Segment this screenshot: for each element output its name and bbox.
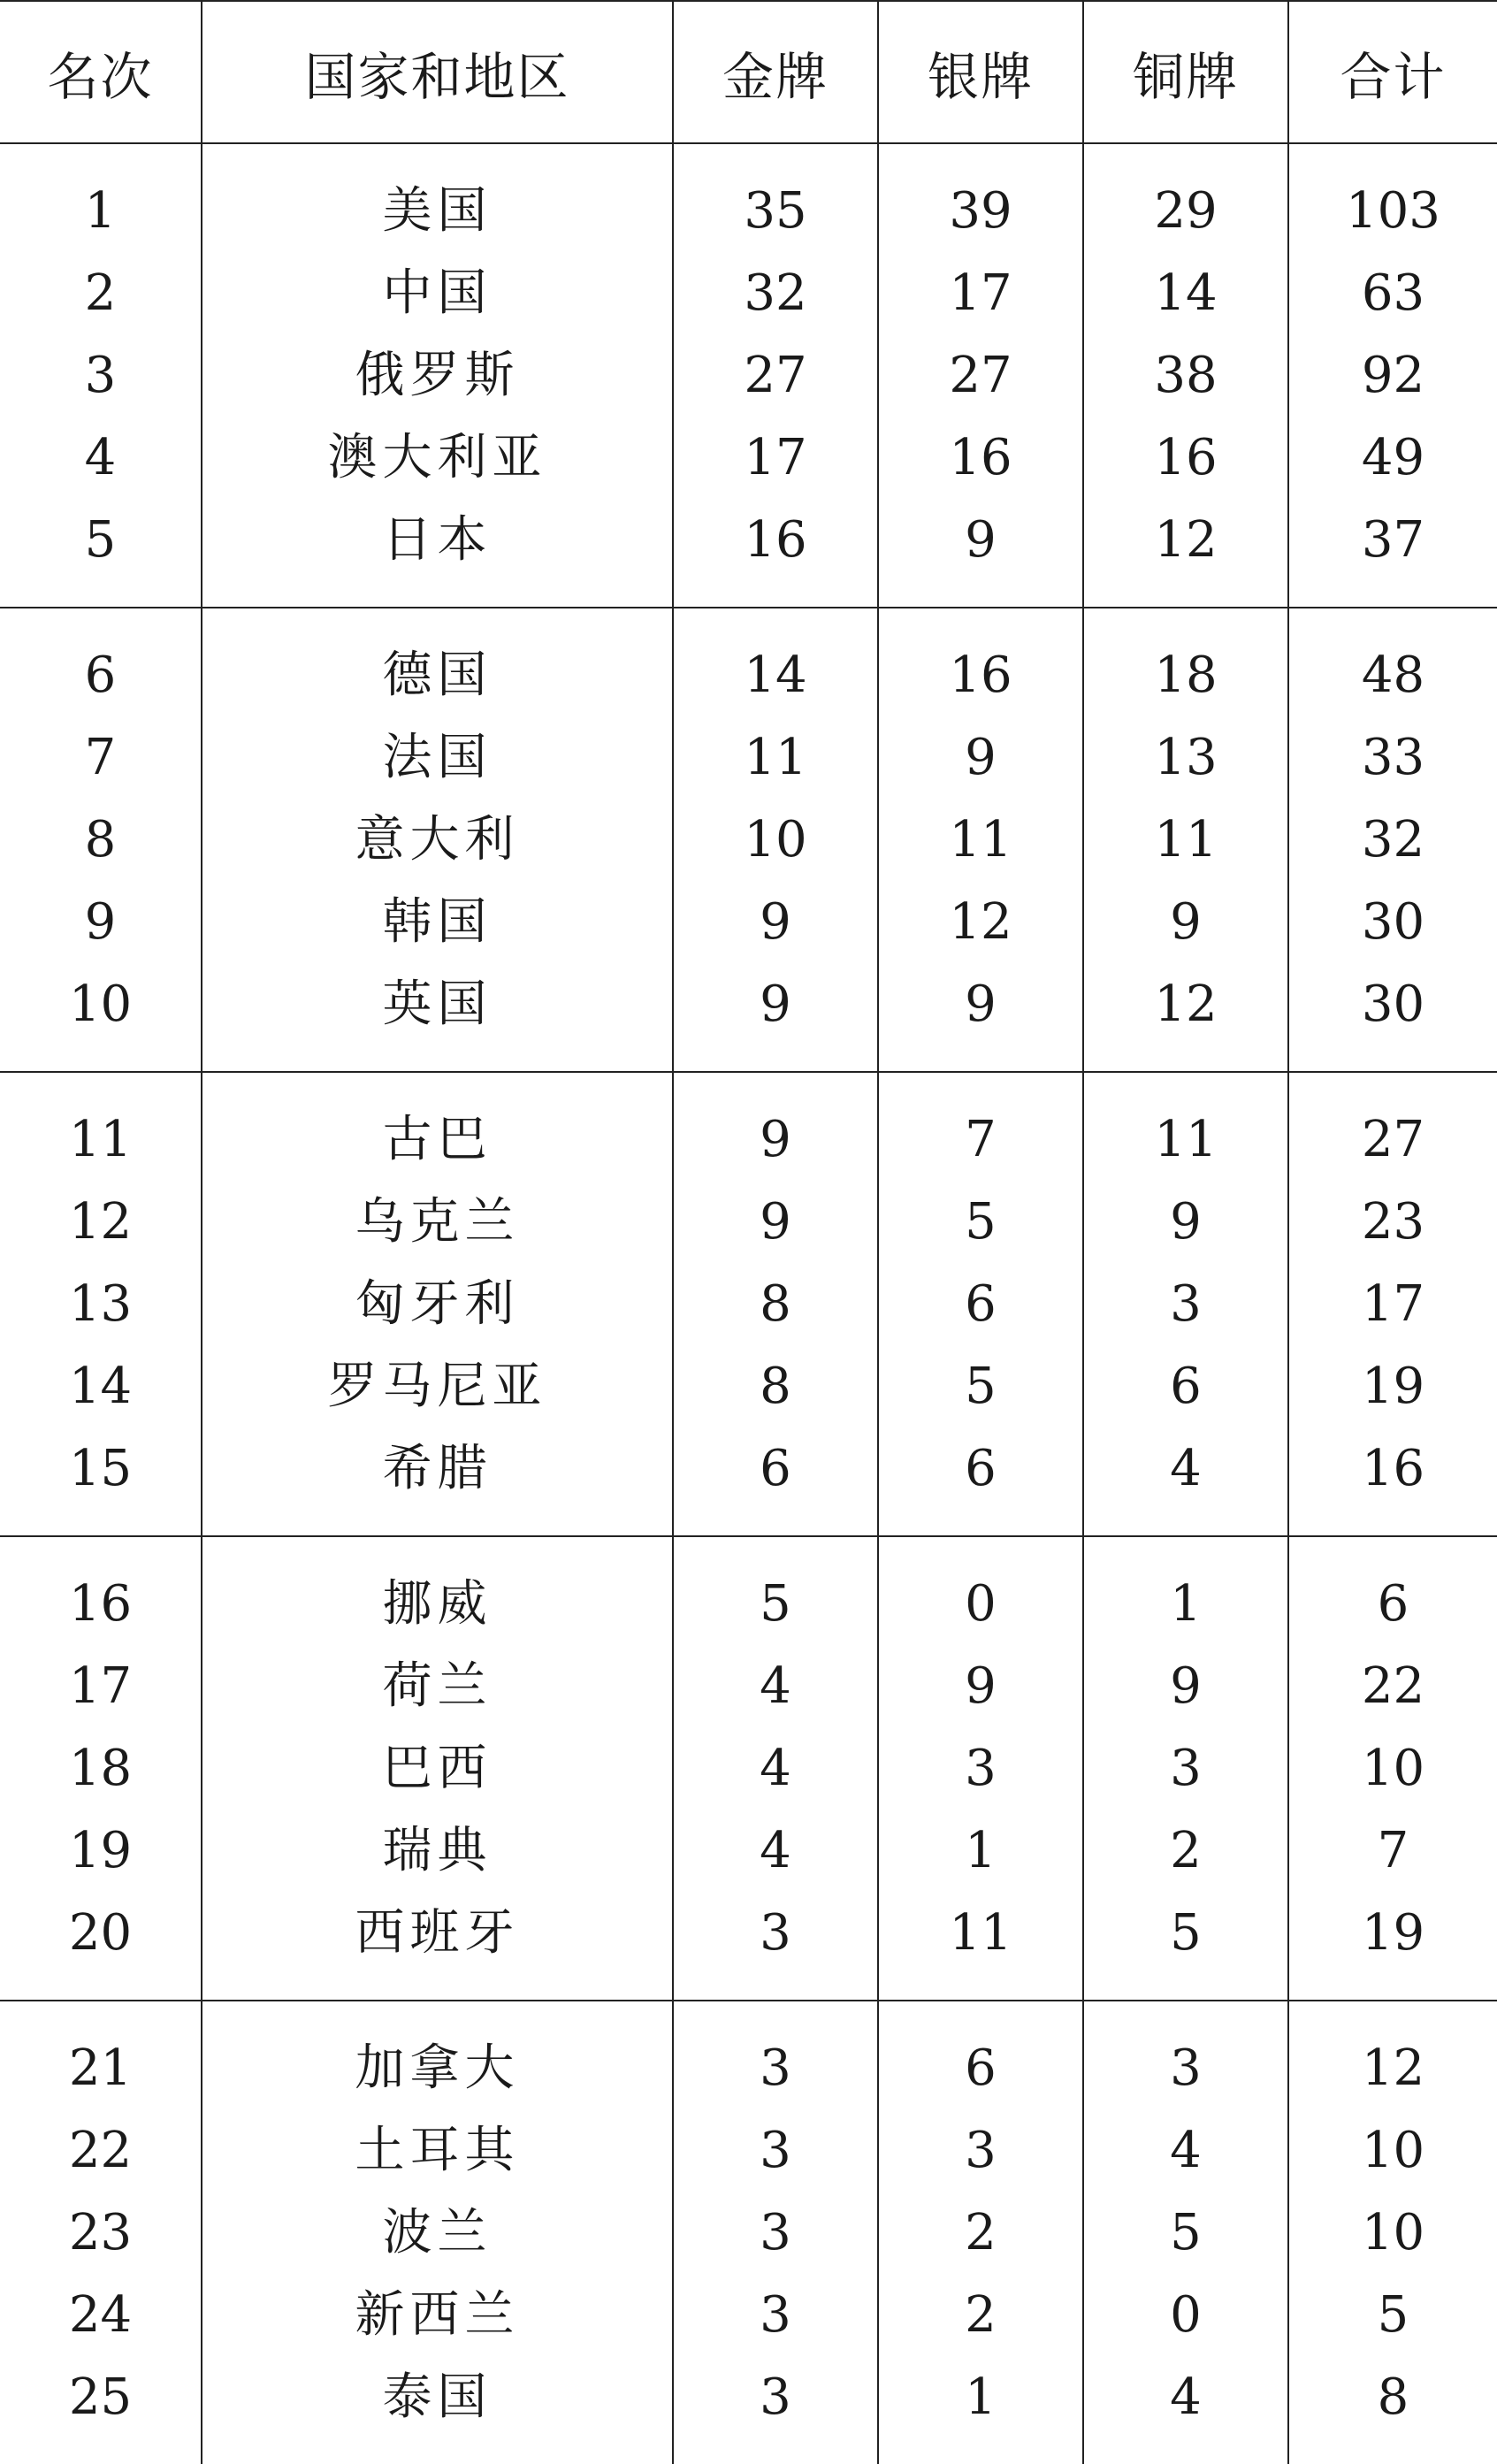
cell-gold: 4	[673, 1645, 878, 1727]
table-row	[0, 2274, 1497, 2356]
cell-silver: 3	[878, 1727, 1083, 1810]
header-country: 国家和地区	[202, 1, 673, 143]
cell-gold: 3	[673, 2356, 878, 2464]
cell-total: 10	[1288, 2192, 1497, 2274]
cell-gold: 10	[673, 799, 878, 881]
table-row	[0, 1810, 1497, 1892]
cell-silver: 9	[878, 499, 1083, 608]
cell-rank: 21	[0, 2001, 202, 2109]
table-row	[0, 881, 1497, 963]
cell-gold: 3	[673, 1892, 878, 2001]
cell-bronze: 3	[1083, 2001, 1288, 2109]
cell-country: 土耳其	[202, 2109, 673, 2192]
header-rank: 名次	[0, 1, 202, 143]
header-row	[0, 1, 1497, 143]
cell-silver: 6	[878, 1427, 1083, 1536]
cell-bronze: 1	[1083, 1536, 1288, 1645]
cell-total: 17	[1288, 1263, 1497, 1345]
cell-silver: 16	[878, 417, 1083, 499]
table-row	[0, 1727, 1497, 1810]
cell-gold: 3	[673, 2192, 878, 2274]
cell-country: 新西兰	[202, 2274, 673, 2356]
cell-bronze: 9	[1083, 1181, 1288, 1263]
cell-bronze: 9	[1083, 1645, 1288, 1727]
cell-country: 波兰	[202, 2192, 673, 2274]
cell-rank: 23	[68, 2204, 133, 2261]
table-row	[0, 1645, 1497, 1727]
cell-rank: 20	[68, 1904, 133, 1962]
cell-country: 美国	[202, 143, 673, 252]
header-silver: 银牌	[878, 1, 1083, 143]
cell-bronze: 6	[1083, 1345, 1288, 1427]
cell-gold: 6	[673, 1427, 878, 1536]
cell-total: 92	[1288, 334, 1497, 417]
cell-total: 22	[1288, 1645, 1497, 1727]
cell-total: 37	[1288, 499, 1497, 608]
table-row	[0, 1072, 1497, 1181]
cell-bronze: 3	[1083, 1263, 1288, 1345]
cell-silver: 3	[878, 2109, 1083, 2192]
table-header	[0, 1, 1497, 143]
cell-total: 19	[1288, 1892, 1497, 2001]
table-row	[0, 2356, 1497, 2464]
table-row	[0, 2109, 1497, 2192]
cell-rank: 8	[84, 811, 117, 869]
cell-gold: 11	[673, 716, 878, 799]
cell-bronze: 4	[1083, 2109, 1288, 2192]
cell-total: 30	[1288, 881, 1497, 963]
cell-rank: 24	[68, 2286, 133, 2344]
cell-gold: 3	[673, 2109, 878, 2192]
table-row	[0, 799, 1497, 881]
cell-bronze: 29	[1083, 143, 1288, 252]
cell-country: 中国	[202, 252, 673, 334]
cell-silver: 11	[878, 1892, 1083, 2001]
cell-country: 乌克兰	[202, 1181, 673, 1263]
table-row	[0, 1345, 1497, 1427]
cell-gold: 3	[673, 2001, 878, 2109]
cell-rank: 10	[68, 976, 133, 1033]
row-group	[0, 608, 1497, 1072]
cell-country: 匈牙利	[202, 1263, 673, 1345]
cell-rank: 5	[84, 511, 117, 569]
cell-rank: 15	[68, 1440, 133, 1497]
cell-silver: 9	[878, 963, 1083, 1072]
cell-country: 意大利	[202, 799, 673, 881]
cell-country: 巴西	[202, 1727, 673, 1810]
cell-silver: 2	[878, 2274, 1083, 2356]
table-row	[0, 143, 1497, 252]
cell-total: 49	[1288, 417, 1497, 499]
cell-rank: 13	[68, 1275, 133, 1333]
cell-bronze: 11	[1083, 799, 1288, 881]
cell-rank: 9	[84, 893, 117, 951]
cell-gold: 4	[673, 1810, 878, 1892]
cell-silver: 6	[878, 2001, 1083, 2109]
cell-silver: 5	[878, 1345, 1083, 1427]
cell-country: 韩国	[202, 881, 673, 963]
cell-country: 荷兰	[202, 1645, 673, 1727]
cell-silver: 16	[878, 608, 1083, 716]
table-row	[0, 1892, 1497, 2001]
cell-gold: 32	[673, 252, 878, 334]
cell-rank: 19	[68, 1822, 133, 1879]
cell-total: 6	[1288, 1536, 1497, 1645]
cell-country: 西班牙	[202, 1892, 673, 2001]
cell-total: 32	[1288, 799, 1497, 881]
cell-total: 27	[1288, 1072, 1497, 1181]
cell-total: 48	[1288, 608, 1497, 716]
cell-silver: 7	[878, 1072, 1083, 1181]
table-row	[0, 2001, 1497, 2109]
cell-bronze: 12	[1083, 499, 1288, 608]
cell-total: 10	[1288, 1727, 1497, 1810]
table-row	[0, 963, 1497, 1072]
cell-rank: 7	[84, 729, 117, 786]
cell-gold: 9	[673, 1181, 878, 1263]
cell-gold: 8	[673, 1263, 878, 1345]
cell-total: 8	[1288, 2356, 1497, 2464]
cell-silver: 27	[878, 334, 1083, 417]
row-group	[0, 1536, 1497, 2001]
cell-rank: 17	[68, 1657, 133, 1715]
cell-rank: 2	[84, 264, 117, 322]
cell-bronze: 18	[1083, 608, 1288, 716]
cell-country: 瑞典	[202, 1810, 673, 1892]
cell-bronze: 13	[1083, 716, 1288, 799]
cell-rank: 22	[68, 2122, 133, 2179]
cell-total: 23	[1288, 1181, 1497, 1263]
cell-gold: 8	[673, 1345, 878, 1427]
cell-silver: 1	[878, 1810, 1083, 1892]
cell-gold: 4	[673, 1727, 878, 1810]
table-row	[0, 1181, 1497, 1263]
cell-rank: 6	[0, 608, 202, 716]
cell-total: 7	[1288, 1810, 1497, 1892]
cell-country: 加拿大	[202, 2001, 673, 2109]
cell-country: 古巴	[202, 1072, 673, 1181]
cell-bronze: 12	[1083, 963, 1288, 1072]
cell-gold: 9	[673, 881, 878, 963]
cell-total: 103	[1288, 143, 1497, 252]
cell-gold: 27	[673, 334, 878, 417]
cell-gold: 9	[673, 963, 878, 1072]
table-row	[0, 608, 1497, 716]
cell-total: 33	[1288, 716, 1497, 799]
cell-total: 12	[1288, 2001, 1497, 2109]
header-bronze: 铜牌	[1083, 1, 1288, 143]
cell-rank: 18	[68, 1740, 133, 1797]
table-row	[0, 334, 1497, 417]
cell-country: 希腊	[202, 1427, 673, 1536]
cell-silver: 1	[878, 2356, 1083, 2464]
cell-total: 5	[1288, 2274, 1497, 2356]
cell-bronze: 5	[1083, 2192, 1288, 2274]
cell-gold: 3	[673, 2274, 878, 2356]
cell-country: 英国	[202, 963, 673, 1072]
table-row	[0, 716, 1497, 799]
cell-bronze: 16	[1083, 417, 1288, 499]
cell-gold: 17	[673, 417, 878, 499]
cell-rank: 16	[0, 1536, 202, 1645]
cell-total: 30	[1288, 963, 1497, 1072]
cell-rank: 11	[0, 1072, 202, 1181]
cell-gold: 5	[673, 1536, 878, 1645]
table-row	[0, 1263, 1497, 1345]
cell-country: 德国	[202, 608, 673, 716]
cell-total: 19	[1288, 1345, 1497, 1427]
table-row	[0, 252, 1497, 334]
cell-silver: 0	[878, 1536, 1083, 1645]
cell-rank: 14	[68, 1358, 133, 1415]
table-row	[0, 2192, 1497, 2274]
table-row	[0, 499, 1497, 608]
cell-silver: 17	[878, 252, 1083, 334]
cell-silver: 6	[878, 1263, 1083, 1345]
cell-gold: 16	[673, 499, 878, 608]
row-group	[0, 143, 1497, 608]
row-group	[0, 2001, 1497, 2464]
cell-silver: 9	[878, 1645, 1083, 1727]
cell-silver: 2	[878, 2192, 1083, 2274]
cell-country: 泰国	[202, 2356, 673, 2464]
header-total: 合计	[1288, 1, 1497, 143]
cell-bronze: 14	[1083, 252, 1288, 334]
cell-bronze: 5	[1083, 1892, 1288, 2001]
cell-country: 日本	[202, 499, 673, 608]
table-row	[0, 1536, 1497, 1645]
cell-bronze: 2	[1083, 1810, 1288, 1892]
cell-bronze: 11	[1083, 1072, 1288, 1181]
cell-country: 法国	[202, 716, 673, 799]
cell-silver: 12	[878, 881, 1083, 963]
table-row	[0, 1427, 1497, 1536]
cell-bronze: 4	[1083, 1427, 1288, 1536]
cell-rank: 3	[84, 347, 117, 404]
cell-silver: 11	[878, 799, 1083, 881]
cell-silver: 9	[878, 716, 1083, 799]
cell-rank: 1	[84, 182, 117, 240]
cell-bronze: 3	[1083, 1727, 1288, 1810]
row-group	[0, 1072, 1497, 1536]
cell-country: 俄罗斯	[202, 334, 673, 417]
cell-bronze: 9	[1083, 881, 1288, 963]
cell-rank: 12	[68, 1193, 133, 1251]
table-row	[0, 417, 1497, 499]
cell-bronze: 0	[1083, 2274, 1288, 2356]
cell-bronze: 4	[1083, 2356, 1288, 2464]
cell-total: 63	[1288, 252, 1497, 334]
cell-total: 16	[1288, 1427, 1497, 1536]
cell-silver: 39	[878, 143, 1083, 252]
cell-gold: 35	[673, 143, 878, 252]
header-gold: 金牌	[673, 1, 878, 143]
cell-gold: 9	[673, 1072, 878, 1181]
cell-rank: 25	[68, 2368, 133, 2426]
cell-gold: 14	[673, 608, 878, 716]
cell-country: 挪威	[202, 1536, 673, 1645]
cell-country: 罗马尼亚	[202, 1345, 673, 1427]
cell-silver: 5	[878, 1181, 1083, 1263]
cell-country: 澳大利亚	[202, 417, 673, 499]
cell-rank: 4	[84, 429, 117, 486]
cell-bronze: 38	[1083, 334, 1288, 417]
cell-total: 10	[1288, 2109, 1497, 2192]
